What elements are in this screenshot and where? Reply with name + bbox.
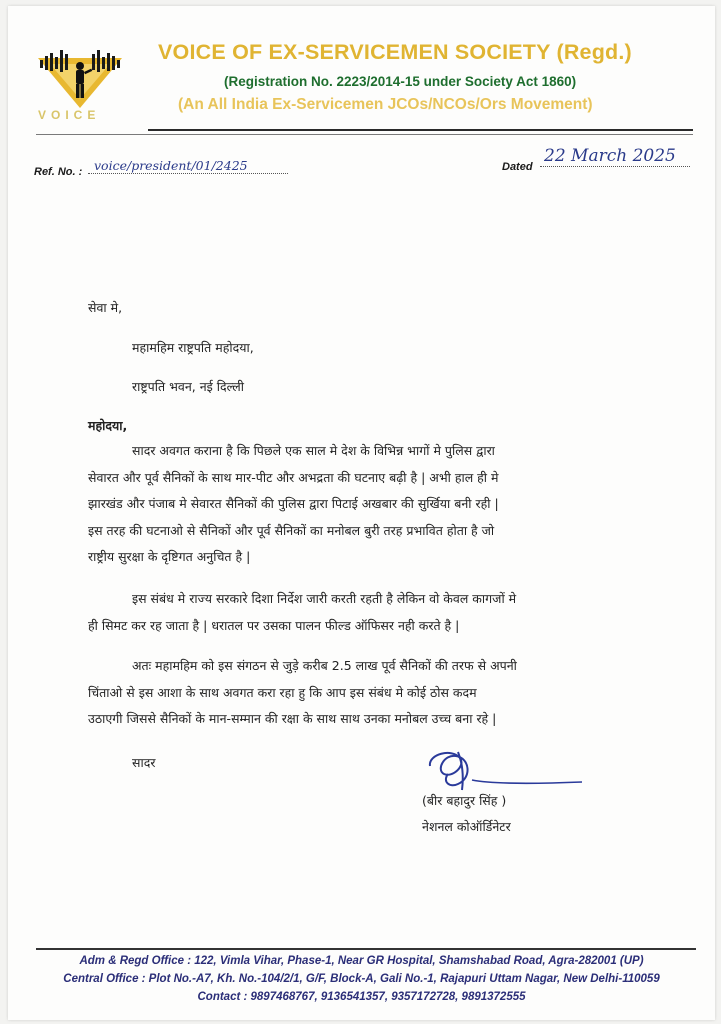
paragraph-line: ही सिमट कर रह जाता है | धरातल पर उसका पालन फील्ड ऑफिसर नही करते है | [88,617,460,633]
ref-number: voice/president/01/2425 [88,158,288,174]
org-tagline: (An All India Ex-Servicemen JCOs/NCOs/Ors Movement) [178,96,593,113]
header-rule-thin [36,134,693,135]
addressee-location: राष्ट्रपति भवन, नई दिल्ली [132,379,244,394]
org-name: VOICE OF EX-SERVICEMEN SOCIETY (Regd.) [158,40,632,64]
letter-page [8,6,715,1020]
paragraph-line: सेवारत और पूर्व सैनिकों के साथ मार-पीट और अभद्रता की घटनाए बढ़ी है | अभी हाल ही मे [88,469,499,485]
footer-contact: Contact : 9897468767, 9136541357, 9357172728, 9891372555 [197,991,526,1003]
body-paragraph-1 [88,438,499,571]
footer-adm-office: Adm & Regd Office : 122, Vimla Vihar, Phase-1, Near GR Hospital, Shamshabad Road, Agra-282001 (UP) [79,955,644,967]
paragraph-line: चिंताओ से इस आशा के साथ अवगत करा रहा हु कि आप इस संबंध मे कोई ठोस कदम [88,684,477,700]
closing: सादर [132,755,156,770]
paragraph-line: उठाएगी जिससे सैनिकों के मान-सम्मान की रक्षा के साथ साथ उनका मनोबल उच्च बना रहे | [88,711,497,726]
date-value: 22 March 2025 [540,146,690,167]
footer-rule [36,948,696,950]
logo-wordmark: VOICE [38,108,101,122]
paragraph-line: इस संबंध मे राज्य सरकारे दिशा निर्देश जारी करती रहती है लेकिन वो केवल कागजों मे [132,591,517,606]
greeting: महोदया, [88,418,128,433]
date-label: Dated [502,161,533,173]
footer-central-office: Central Office : Plot No.-A7, Kh. No.-104/2/1, G/F, Block-A, Gali No.-1, Rajapuri Uttam Nagar, New Delhi-110059 [63,973,660,985]
paragraph-line: सादर अवगत कराना है कि पिछले एक साल मे देश के विभिन्न भागों मे पुलिस द्वारा [132,443,495,458]
ref-label: Ref. No. : [34,166,83,178]
body-paragraph-3 [88,653,517,733]
paragraph-line: इस तरह की घटनाओ से सैनिकों और पूर्व सैनिकों का मनोबल बुरी तरह प्रभावित होता है जो [88,522,495,538]
addressee-title: महामहिम राष्ट्रपति महोदया, [132,340,254,355]
signatory-name: (बीर बहादुर सिंह ) [422,793,507,808]
body-paragraph-2 [88,586,516,639]
address-to: सेवा मे, [88,300,123,315]
signatory-designation: नेशनल कोऑर्डिनेटर [422,819,511,834]
registration-line: (Registration No. 2223/2014-15 under Society Act 1860) [224,74,577,89]
paragraph-line: अतः महामहिम को इस संगठन से जुड़े करीब 2.5 लाख पूर्व सैनिकों की तरफ से अपनी [132,658,517,673]
paragraph-line: झारखंड और पंजाब मे सेवारत सैनिकों की पुलिस द्वारा पिटाई अखबार की सुर्खिया बनी रही | [88,496,499,511]
header-rule [148,129,693,131]
paragraph-line: राष्ट्रीय सुरक्षा के दृष्टिगत अनुचित है | [88,549,251,564]
